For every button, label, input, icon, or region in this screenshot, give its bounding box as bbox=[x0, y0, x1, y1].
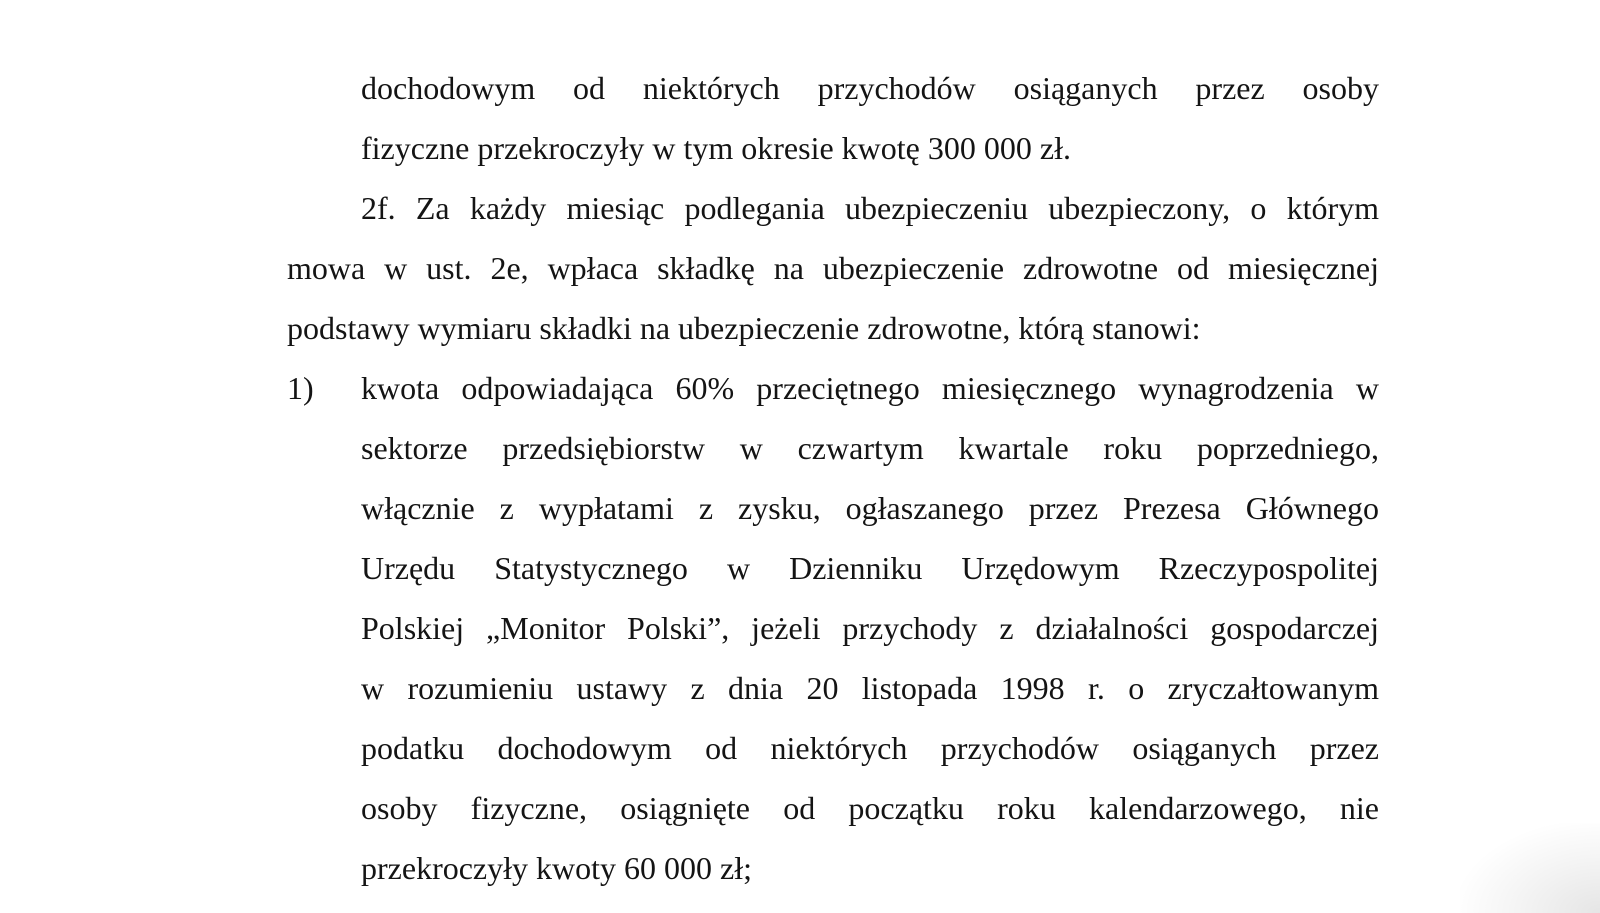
paragraph-2f-first-line: 2f. Za każdy miesiąc podlegania ubezpieczeniu ubezpieczony, o którym bbox=[361, 190, 1379, 226]
text-line: Polskiej „Monitor Polski”, jeżeli przychody z działalności gospodarczej bbox=[361, 610, 1379, 646]
list-item-number: 1) bbox=[287, 370, 314, 406]
text-line: podstawy wymiaru składki na ubezpieczenie zdrowotne, którą stanowi: bbox=[287, 310, 1201, 346]
text-line: osoby fizyczne, osiągnięte od początku roku kalendarzowego, nie bbox=[361, 790, 1379, 826]
text-line: sektorze przedsiębiorstw w czwartym kwartale roku poprzedniego, bbox=[361, 430, 1379, 466]
text-line: mowa w ust. 2e, wpłaca składkę na ubezpieczenie zdrowotne od miesięcznej bbox=[287, 250, 1379, 286]
text-line: Urzędu Statystycznego w Dzienniku Urzędowym Rzeczypospolitej bbox=[361, 550, 1379, 586]
text-line: podatku dochodowym od niektórych przychodów osiąganych przez bbox=[361, 730, 1379, 766]
page-corner-shadow bbox=[1460, 823, 1600, 913]
text-line: kwota odpowiadająca 60% przeciętnego miesięcznego wynagrodzenia w bbox=[361, 370, 1379, 406]
text-line: włącznie z wypłatami z zysku, ogłaszanego przez Prezesa Głównego bbox=[361, 490, 1379, 526]
text-line: przekroczyły kwoty 60 000 zł; bbox=[361, 850, 752, 886]
text-line: fizyczne przekroczyły w tym okresie kwotę 300 000 zł. bbox=[361, 130, 1071, 166]
text-line: dochodowym od niektórych przychodów osiąganych przez osoby bbox=[361, 70, 1379, 106]
text-line: w rozumieniu ustawy z dnia 20 listopada 1998 r. o zryczałtowanym bbox=[361, 670, 1379, 706]
